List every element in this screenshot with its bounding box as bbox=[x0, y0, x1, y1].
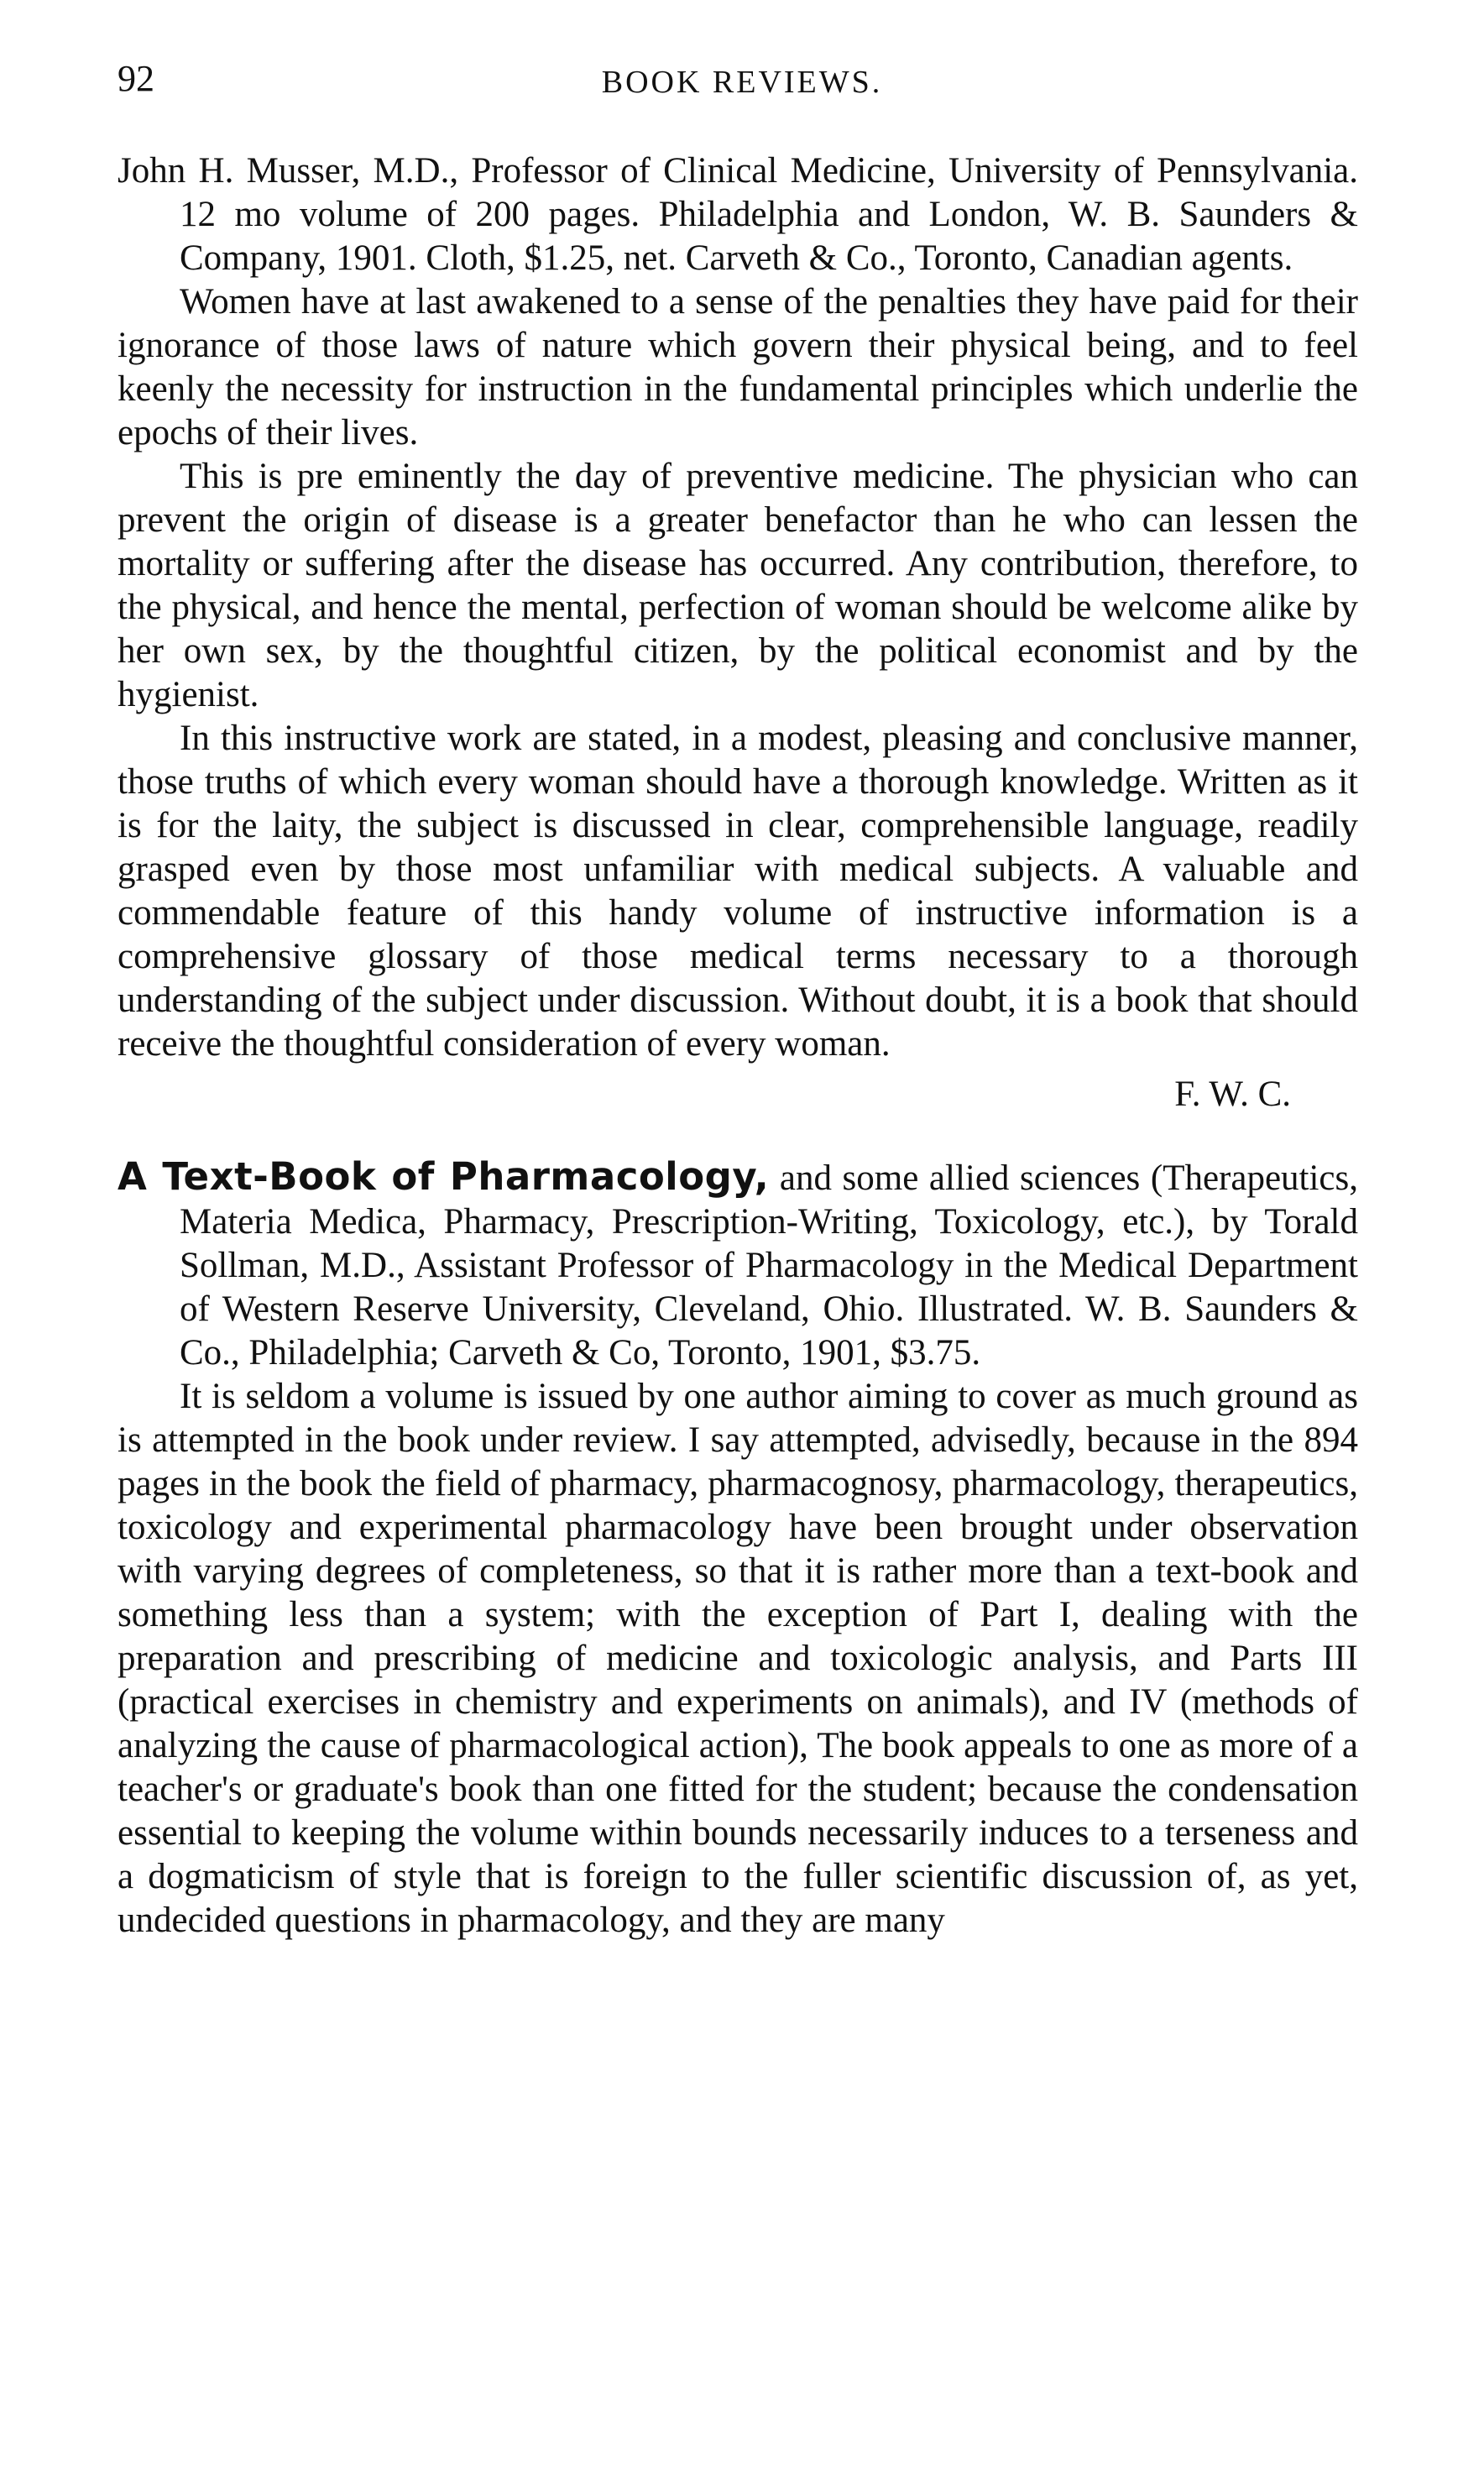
review-citation: John H. Musser, M.D., Professor of Clinical Medicine, University of Pennsylvania. 12 mo volume of 200 pages. Philadelphia and London, W. B. Saunders & Company, 1901. Cloth, $1.25, net. Carveth & Co., Toronto, Canadian agents. bbox=[118, 151, 1358, 278]
body-text bbox=[118, 149, 1358, 1943]
review-paragraph: It is seldom a volume is issued by one author aiming to cover as much ground as is attempted in the book under review. I say attempted, advisedly, because in the 894 pages in the book the field of pharmacy, pharmacognosy, pharmacology, therapeutics, toxicology and experimental pharmacology have been brought under observation with varying degrees of completeness, so that it is rather more than a text-book and something less than a system; with the exception of Part I, dealing with the preparation and prescribing of medicine and toxicologic analysis, and Parts III (practical exercises in chemistry and experiments on animals), and IV (methods of analyzing the cause of pharmacological action), The book appeals to one as more of a teacher's or graduate's book than one fitted for the student; because the condensation essential to keeping the volume within bounds necessarily induces to a terseness and a dogmaticism of style that is foreign to the fuller scientific discussion of, as yet, undecided questions in pharmacology, and they are many bbox=[118, 1377, 1358, 1940]
review-paragraph: This is pre eminently the day of preventive medicine. The physician who can prevent the origin of disease is a greater benefactor than he who can lessen the mortality or suffering after the disease has occurred. Any contribution, therefore, to the physical, and hence the mental, perfection of woman should be welcome alike by her own sex, by the thoughtful citizen, by the political economist and by the hygienist. bbox=[118, 457, 1358, 714]
review-paragraph: In this instructive work are stated, in a modest, pleasing and conclusive manner, those truths of which every woman should have a thorough knowledge. Written as it is for the laity, the subject is discussed in clear, comprehensible language, readily grasped even by those most unfamiliar with medical subjects. A valuable and commendable feature of this handy volume of instructive information is a comprehensive glossary of those medical terms necessary to a thorough understanding of the subject under discussion. Without doubt, it is a book that should receive the thoughtful consideration of every woman. bbox=[118, 719, 1358, 1064]
reviewer-signature: F. W. C. bbox=[1174, 1075, 1291, 1114]
page-number: 92 bbox=[118, 58, 154, 99]
book-title: A Text-Book of Pharmacology, bbox=[118, 1154, 770, 1199]
review-entry bbox=[118, 1155, 1358, 1375]
review-citation: and some allied sciences (Therapeutics, Materia Medica, Pharmacy, Prescription-Writing, Toxicology, etc.), by Torald Sollman, M.D., Assistant Professor of Pharmacology in the Medical Department of Western Reserve University, Cleveland, Ohio. Illustrated. W. B. Saunders & Co., Philadelphia; Carveth & Co, Toronto, 1901, $3.75. bbox=[180, 1158, 1358, 1373]
running-title: BOOK REVIEWS. bbox=[601, 65, 883, 100]
review-paragraph: Women have at last awakened to a sense of the penalties they have paid for their ignorance of those laws of nature which govern their physical being, and to feel keenly the necessity for instruction in the fundamental principles which underlie the epochs of their lives. bbox=[118, 282, 1358, 452]
